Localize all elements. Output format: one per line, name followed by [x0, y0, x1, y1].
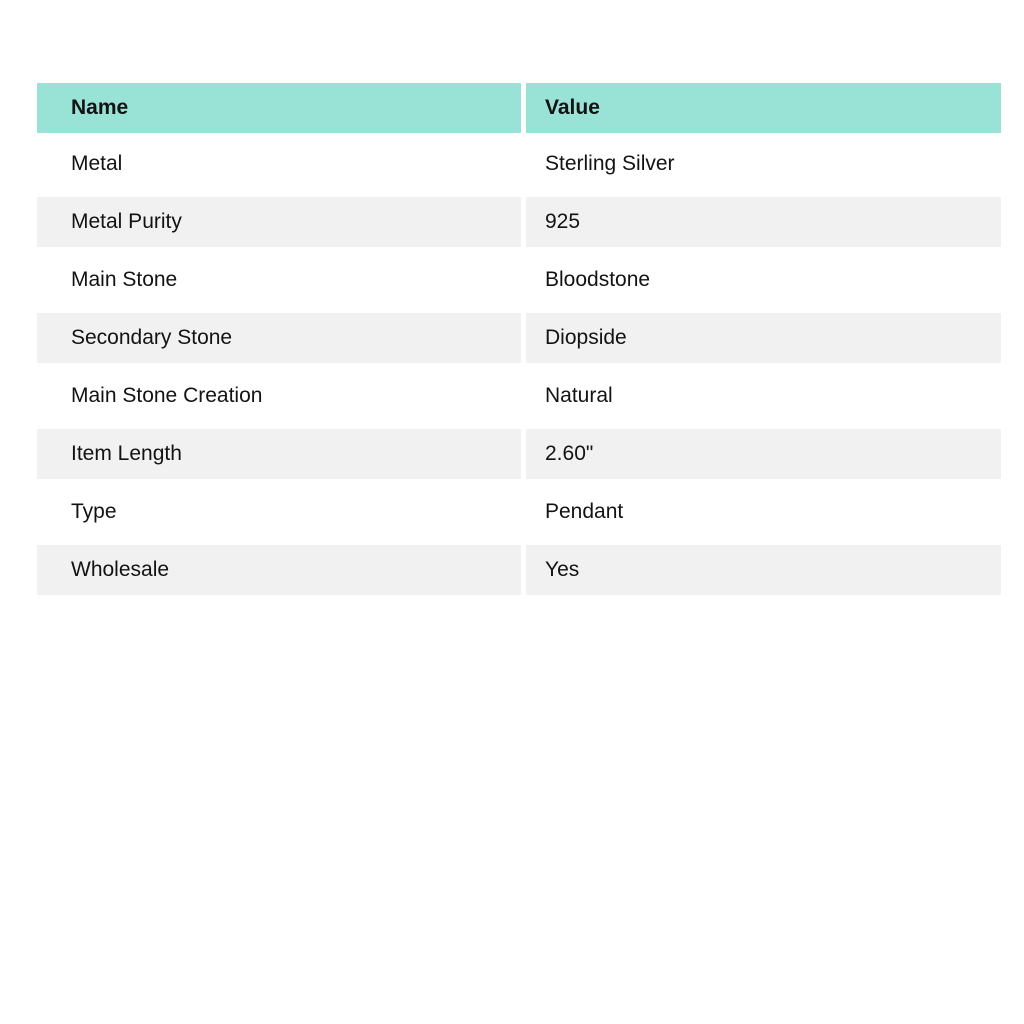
attribute-name-cell: Metal	[71, 152, 123, 175]
table-header-row	[37, 83, 1001, 133]
attributes-table	[37, 83, 1001, 599]
attribute-value-cell: Diopside	[521, 313, 1001, 363]
table-body	[37, 135, 1001, 599]
attribute-value-cell: 925	[521, 197, 1001, 247]
table-row	[37, 135, 1001, 193]
attribute-name-cell: Type	[71, 500, 117, 523]
table-row	[37, 367, 1001, 425]
attribute-value-cell: Yes	[521, 545, 1001, 595]
table-row	[37, 309, 1001, 367]
table-row	[37, 483, 1001, 541]
attribute-value-cell: Sterling Silver	[521, 135, 1001, 193]
attribute-value-cell: Pendant	[521, 483, 1001, 541]
attribute-value-cell: Natural	[521, 367, 1001, 425]
column-header-value: Value	[521, 83, 1001, 133]
table-row	[37, 193, 1001, 251]
attribute-name-cell: Secondary Stone	[71, 326, 233, 349]
attribute-name-cell: Wholesale	[71, 558, 170, 581]
attribute-value-cell: Bloodstone	[521, 251, 1001, 309]
attribute-name-cell: Item Length	[71, 442, 182, 465]
attribute-value-cell: 2.60"	[521, 429, 1001, 479]
table-row	[37, 541, 1001, 599]
column-header-name: Name	[71, 96, 129, 119]
attribute-name-cell: Main Stone	[71, 268, 178, 291]
attribute-name-cell: Metal Purity	[71, 210, 182, 233]
attribute-name-cell: Main Stone Creation	[71, 384, 263, 407]
table-row	[37, 425, 1001, 483]
table-row	[37, 251, 1001, 309]
